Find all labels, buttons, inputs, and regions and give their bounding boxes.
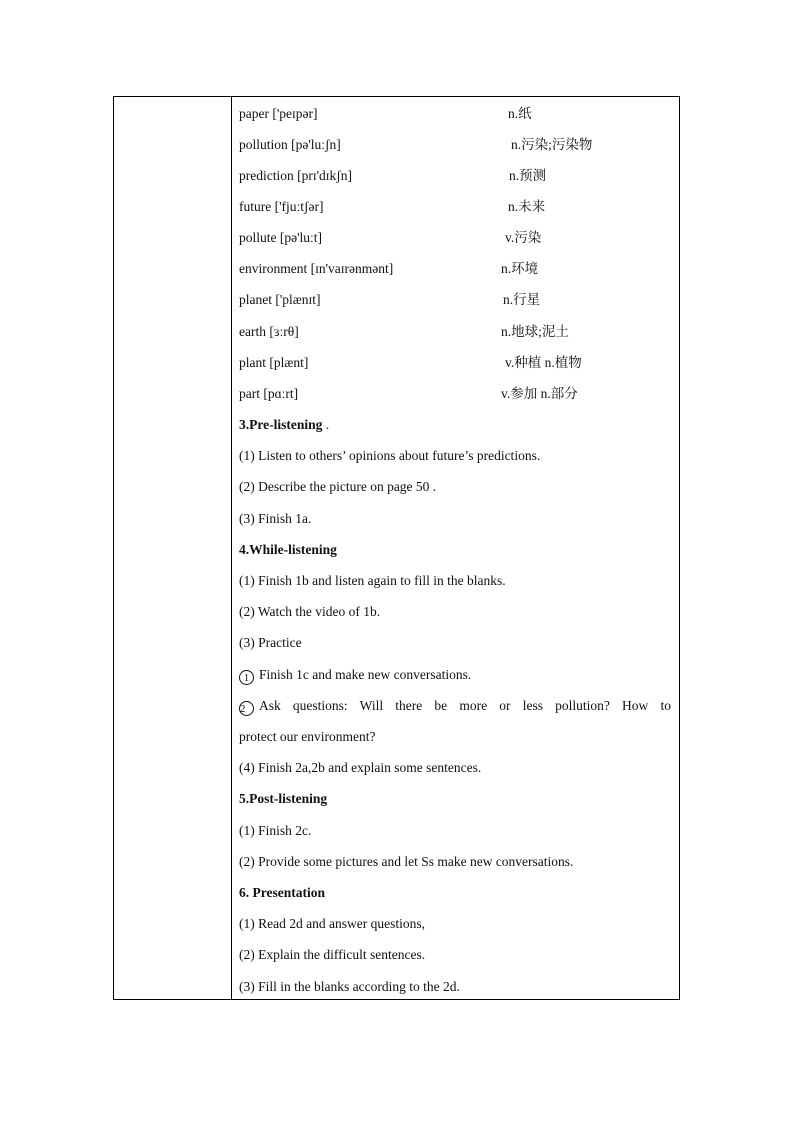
list-item: (4) Finish 2a,2b and explain some sentences. [239,760,482,775]
table-right-column [232,97,679,999]
practice-continued: protect our environment? [239,729,376,744]
practice-item [239,664,671,686]
circled-number-2: 2 [239,701,254,716]
vocab-word: paper ['peɪpər] [239,106,318,121]
heading-text: 3.Pre-listening [239,417,323,432]
vocab-word: future ['fjuːtʃər] [239,199,324,214]
circled-number-1: 1 [239,670,254,685]
vocab-row [239,227,671,249]
vocab-meaning: n.地球;泥土 [501,324,569,339]
vocab-meaning: n.预测 [509,168,547,183]
section-heading-pre-listening [239,414,671,436]
vocab-word: planet ['plænɪt] [239,292,321,307]
list-item: (2) Watch the video of 1b. [239,604,381,619]
vocab-row [239,258,671,280]
vocab-word: part [pɑːrt] [239,386,299,401]
lesson-plan-table [113,96,680,1000]
vocab-row [239,321,671,343]
vocab-meaning: v.污染 [505,230,542,245]
list-item: (2) Explain the difficult sentences. [239,947,426,962]
vocab-meaning: v.种植 n.植物 [505,355,582,370]
vocab-row [239,134,671,156]
vocab-row [239,383,671,405]
vocab-row [239,103,671,125]
practice-text: Ask questions: Will there be more or less pollution? How to [259,698,671,713]
heading-suffix: . [322,417,330,432]
practice-text: Finish 1c and make new conversations. [259,667,472,682]
vocab-word: pollution [pə'luːʃn] [239,137,341,152]
practice-item [239,695,671,717]
vocab-meaning: n.纸 [508,106,532,121]
list-item: (1) Finish 1b and listen again to fill in the blanks. [239,573,506,588]
vocab-row [239,165,671,187]
vocab-row [239,196,671,218]
vocab-word: pollute [pə'luːt] [239,230,323,245]
list-item: (3) Practice [239,635,302,650]
section-heading-post-listening: 5.Post-listening [239,791,328,806]
section-heading-presentation: 6. Presentation [239,885,325,900]
vocab-word: plant [plænt] [239,355,309,370]
vocab-meaning: n.未来 [508,199,546,214]
vocab-row [239,289,671,311]
table-left-column [114,97,232,999]
list-item: (3) Fill in the blanks according to the 2d. [239,979,460,994]
vocab-meaning: v.参加 n.部分 [501,386,578,401]
vocab-word: environment [ɪn'vaɪrənmənt] [239,261,394,276]
section-heading-while-listening: 4.While-listening [239,542,337,557]
vocab-word: prediction [prɪ'dɪkʃn] [239,168,353,183]
list-item: (1) Finish 2c. [239,823,312,838]
vocab-meaning: n.行星 [503,292,541,307]
list-item: (2) Describe the picture on page 50 . [239,479,437,494]
vocab-word: earth [ɜːrθ] [239,324,299,339]
list-item: (2) Provide some pictures and let Ss make new conversations. [239,854,574,869]
vocab-row [239,352,671,374]
list-item: (3) Finish 1a. [239,511,312,526]
vocab-meaning: n.污染;污染物 [511,137,593,152]
list-item: (1) Listen to others’ opinions about future’s predictions. [239,448,541,463]
vocab-meaning: n.环境 [501,261,539,276]
list-item: (1) Read 2d and answer questions, [239,916,425,931]
